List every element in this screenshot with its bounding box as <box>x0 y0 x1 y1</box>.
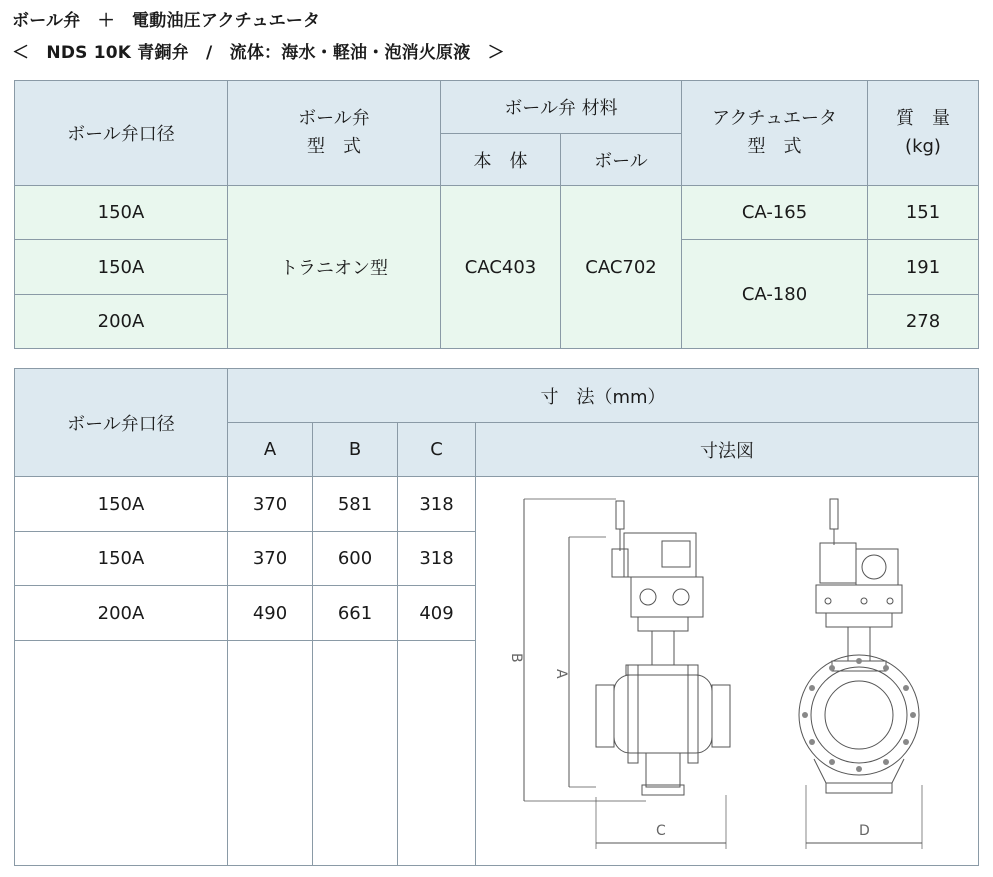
header-mass <box>868 81 979 186</box>
dimension-table <box>14 368 979 866</box>
dim-label-d: D <box>859 823 870 839</box>
dim-label-a: A <box>553 669 569 679</box>
dim-row1-b: 581 <box>313 477 398 532</box>
dim-row2-a: 370 <box>228 532 313 586</box>
dim-empty-b <box>313 641 398 866</box>
header-valve-material: ボール弁 材料 <box>441 81 682 134</box>
dim-row3-a: 490 <box>228 586 313 641</box>
header-actuator-type <box>682 81 868 186</box>
dim-header-dimensions: 寸 法（mm） <box>228 369 979 423</box>
header-actuator-type-line1: アクチュエータ <box>712 108 837 129</box>
front-flange-bolts <box>802 658 916 772</box>
dimension-drawing-cell <box>476 477 979 866</box>
spec-table <box>14 80 979 349</box>
row3-size: 200A <box>15 295 228 349</box>
header-valve-type-line1: ボール弁 <box>298 108 370 129</box>
valve-type-value: トラニオン型 <box>228 186 441 349</box>
dim-header-a: A <box>228 423 313 477</box>
dim-row2-size: 150A <box>15 532 228 586</box>
header-ball: ボール <box>561 134 682 186</box>
row2-mass: 191 <box>868 240 979 295</box>
body-material-value: CAC403 <box>441 186 561 349</box>
actuator-ca165: CA-165 <box>682 186 868 240</box>
dim-row1-size: 150A <box>15 477 228 532</box>
dim-empty-size <box>15 641 228 866</box>
row1-mass: 151 <box>868 186 979 240</box>
header-valve-type-line2: 型 式 <box>307 136 361 157</box>
dim-row1-c: 318 <box>398 477 476 532</box>
dim-row3-size: 200A <box>15 586 228 641</box>
valve-dimension-drawing <box>476 477 978 865</box>
dim-row3-b: 661 <box>313 586 398 641</box>
dim-empty-c <box>398 641 476 866</box>
header-mass-line1: 質 量 <box>896 108 950 129</box>
ball-material-value: CAC702 <box>561 186 682 349</box>
dim-header-drawing: 寸法図 <box>476 423 979 477</box>
header-valve-size: ボール弁口径 <box>15 81 228 186</box>
front-view <box>799 499 922 849</box>
dim-row3-c: 409 <box>398 586 476 641</box>
header-mass-line2: (kg) <box>905 136 941 157</box>
row1-size: 150A <box>15 186 228 240</box>
header-valve-type <box>228 81 441 186</box>
dim-row2-c: 318 <box>398 532 476 586</box>
title-line-1: ボール弁 ＋ 電動油圧アクチュエータ <box>12 11 321 31</box>
header-body: 本 体 <box>441 134 561 186</box>
actuator-ca180: CA-180 <box>682 240 868 349</box>
dim-row2-b: 600 <box>313 532 398 586</box>
dim-header-b: B <box>313 423 398 477</box>
row3-mass: 278 <box>868 295 979 349</box>
dim-header-valve-size: ボール弁口径 <box>15 369 228 477</box>
dim-label-b: B <box>508 653 524 663</box>
dim-label-c: C <box>656 823 666 839</box>
dim-header-c: C <box>398 423 476 477</box>
dim-row1-a: 370 <box>228 477 313 532</box>
row2-size: 150A <box>15 240 228 295</box>
title-line-2: ＜ NDS 10K 青銅弁 / 流体：海水・軽油・泡消火原液 ＞ <box>12 43 505 63</box>
header-actuator-type-line2: 型 式 <box>747 136 802 157</box>
dim-empty-a <box>228 641 313 866</box>
